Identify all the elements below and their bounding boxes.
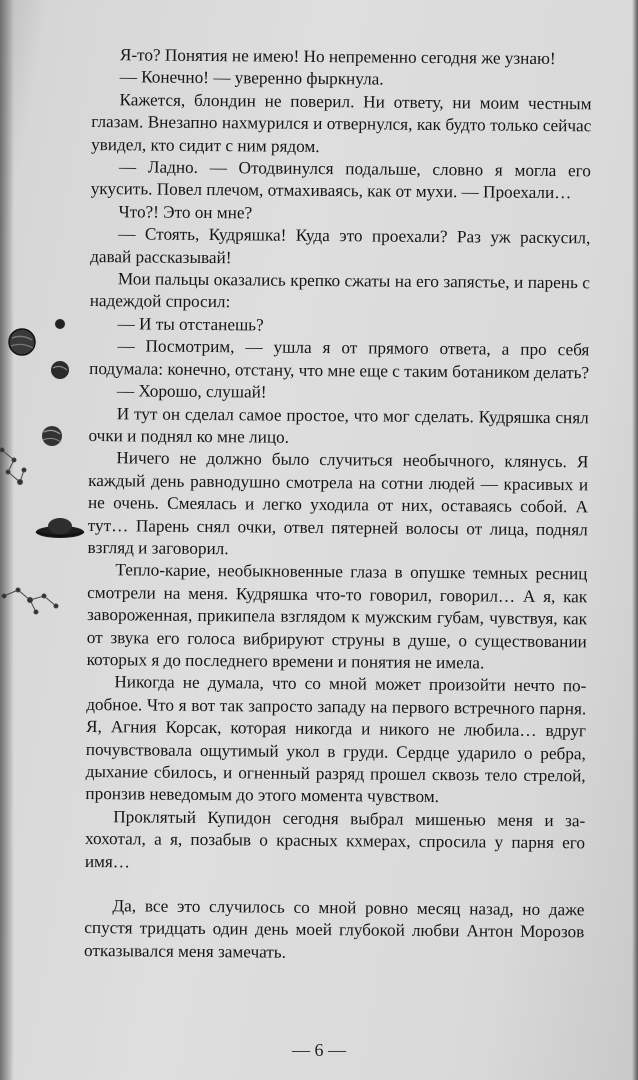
constellation-icon: [2, 588, 58, 614]
constellation-icon: [0, 448, 26, 485]
paragraph: Ничего не должно было случиться необычного, клянусь. Я каждый день равнодушно смотрела на сотни людей — красивых и не очень. Смеялась и легко уходила от них, оставаясь собой. А тут… Парень снял очки, отвел пятерней волосы от лица, поднял взгляд и заговорил.: [87, 448, 589, 559]
paragraph: — Ладно. — Отодвинулся подальше, словно я могла его укусить. Повел плечом, отмахиваясь, как от мухи. — Проехали…: [90, 157, 591, 203]
paragraph: Да, все это случилось со мной ровно месяц назад, но даже спустя тридцать один день моей глубокой любви Антон Морозов отказывался меня замечать.: [84, 896, 585, 962]
planet-icon: [9, 329, 35, 355]
paragraph: Никогда не думала, что со мной может произойти нечто подобное. Что я вот так запросто западу на первого встречного парня. Я, Агния Корсак, которая никогда и никого не любила… вдруг почувствовала ощутимый укол в груди. Сердце ударило о ребра, дыхание сбилось, и огненный разряд прошел сквозь тело стрелой, пронзив неведомым до этого момента чувством.: [85, 672, 587, 807]
paragraph: — Стоять, Кудряшка! Куда это проехали? Раз уж раскусил, давай рассказывай!: [90, 224, 591, 267]
ufo-icon: [36, 518, 84, 538]
chapter-text: [84, 44, 592, 967]
paragraph: Что?! Это он мне?: [118, 202, 253, 223]
paragraph: Тепло-карие, необыкновенные глаза в опушке темных ресниц смотрели на меня. Кудряшка что-то говорил, говорил… А я, как завороженная, прикипела взглядом к мужским губам, чувствуя, как от звука его голоса вибрируют струны в душе, о существовании которых я до последнего времени и понятия не имела.: [86, 560, 588, 673]
paragraph: Проклятый Купидон сегодня выбрал мишенью меня и захохотал, а я, позабыв о красных кхмерах, спросила у парня его имя…: [84, 807, 586, 871]
paragraph: Мои пальцы оказались крепко сжаты на его запястье, и парень с надеждой спросил:: [89, 269, 591, 312]
planet-icon: [51, 361, 69, 379]
margin-illustrations: [0, 300, 90, 630]
paragraph: Кажется, блондин не поверил. Ни ответу, ни моим честным глазам. Внезапно нахмурился и отвернулся, как будто только сейчас увидел, кто сидит с ним рядом.: [91, 90, 592, 156]
paragraph: И тут он сделал самое простое, что мог сделать. Кудряшка снял очки и поднял ко мне лицо.: [88, 403, 589, 447]
planet-icon: [42, 426, 62, 446]
paragraph: — И ты отстанешь?: [117, 314, 264, 335]
star-dot-icon: [55, 319, 65, 329]
paragraph: — Хорошо, слушай!: [116, 381, 267, 402]
page-edge-shadow: [632, 0, 638, 1080]
paragraph: Я-то? Понятия не имею! Но непременно сегодня же узнаю!: [119, 45, 556, 69]
page-number: — 6 —: [292, 1040, 346, 1060]
paragraph: — Посмотрим, — ушла я от прямого ответа, а про себя подумала: конечно, отстану, что мне еще с таким ботаником делать?: [89, 336, 590, 383]
paragraph: — Конечно! — уверенно фыркнула.: [119, 67, 384, 89]
